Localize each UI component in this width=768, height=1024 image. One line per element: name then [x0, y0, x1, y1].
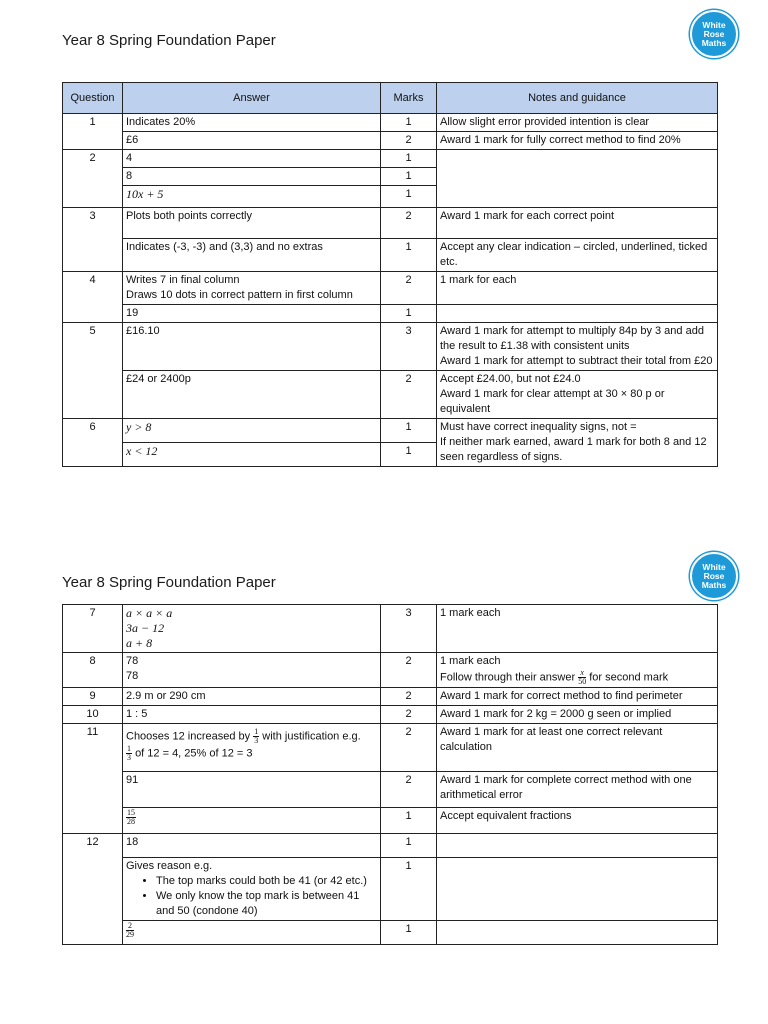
note-line: 1 mark each — [440, 655, 501, 667]
marks-cell: 1 — [381, 921, 437, 945]
notes-cell: Allow slight error provided intention is clear — [437, 114, 718, 132]
marks-cell: 2 — [381, 371, 437, 419]
notes-cell — [437, 419, 718, 467]
notes-cell: Award 1 mark for 2 kg = 2000 g seen or implied — [437, 706, 718, 724]
answer-cell: 18 — [123, 834, 381, 858]
table-row — [63, 208, 718, 239]
answer-line: 78 — [126, 655, 139, 667]
marks-cell: 2 — [381, 772, 437, 808]
marks-cell: 3 — [381, 605, 437, 653]
marks-cell: 1 — [381, 834, 437, 858]
answer-line: a + 8 — [126, 636, 153, 650]
fraction: $\frac{1}{3}$ — [127, 744, 131, 762]
table-row — [63, 114, 718, 132]
answer-line: Writes 7 in final column — [126, 274, 240, 286]
marks-cell: 1 — [381, 168, 437, 186]
note-line: Accept £24.00, but not £24.0 — [440, 373, 581, 385]
table-row — [63, 239, 718, 272]
marks-cell: 2 — [381, 272, 437, 305]
notes-cell: 1 mark each — [437, 605, 718, 653]
table-row — [63, 323, 718, 371]
question-number: 5 — [63, 323, 123, 419]
answer-cell: x < 12 — [123, 443, 381, 467]
answer-cell — [123, 921, 381, 945]
marks-cell: 2 — [381, 208, 437, 239]
page-title: Year 8 Spring Foundation Paper — [62, 32, 276, 49]
notes-cell — [437, 921, 718, 945]
header-row — [63, 83, 718, 114]
white-rose-maths-logo: White Rose Maths — [690, 552, 738, 600]
marks-cell: 1 — [381, 443, 437, 467]
answer-cell: Indicates 20% — [123, 114, 381, 132]
notes-cell: 1 mark for each — [437, 272, 718, 305]
table-row — [63, 305, 718, 323]
marks-cell: 2 — [381, 132, 437, 150]
fraction: $\frac{2}{29}$ — [126, 921, 134, 939]
note-line: Must have correct inequality signs, not = — [440, 421, 637, 433]
question-number: 11 — [63, 724, 123, 834]
table-row — [63, 150, 718, 168]
table-row — [63, 371, 718, 419]
note-line: Award 1 mark for clear attempt at 30 × 80 p or equivalent — [440, 388, 665, 415]
answer-cell: y > 8 — [123, 419, 381, 443]
reason-list — [126, 874, 377, 919]
note-line: Follow through their answer $\frac{x}{50}$ for second mark — [440, 668, 669, 686]
answer-cell — [123, 605, 381, 653]
question-number: 12 — [63, 834, 123, 945]
marks-cell: 1 — [381, 239, 437, 272]
table-row — [63, 706, 718, 724]
marks-cell: 1 — [381, 186, 437, 208]
list-item: • We only know the top mark is between 41 and 50 (condone 40) — [156, 889, 377, 919]
table-row — [63, 132, 718, 150]
answer-line: Draws 10 dots in correct pattern in first column — [126, 289, 353, 301]
answer-line: $\frac{1}{3}$ of 12 = 4, 25% of 12 = 3 — [127, 744, 253, 762]
table-row — [63, 858, 718, 921]
header-notes: Notes and guidance — [437, 83, 718, 114]
answer-cell: 1 : 5 — [123, 706, 381, 724]
answer-cell: £6 — [123, 132, 381, 150]
answer-line: a × a × a — [126, 606, 173, 620]
answer-cell: £24 or 2400p — [123, 371, 381, 419]
white-rose-maths-logo: White Rose Maths — [690, 10, 738, 58]
marks-cell: 1 — [381, 419, 437, 443]
notes-cell: Award 1 mark for complete correct method with one arithmetical error — [437, 772, 718, 808]
header-marks: Marks — [381, 83, 437, 114]
marks-cell: 1 — [381, 305, 437, 323]
answer-cell — [123, 272, 381, 305]
question-number: 3 — [63, 208, 123, 272]
marks-cell: 2 — [381, 724, 437, 772]
notes-cell — [437, 305, 718, 323]
fraction: $\frac{x}{50}$ — [578, 668, 587, 686]
marks-cell: 2 — [381, 688, 437, 706]
answer-line: 78 — [126, 670, 139, 682]
answer-cell: 2.9 m or 290 cm — [123, 688, 381, 706]
table-row — [63, 419, 718, 443]
table-row — [63, 772, 718, 808]
marks-cell: 3 — [381, 323, 437, 371]
answer-cell — [123, 808, 381, 834]
answer-line: 3a − 12 — [126, 621, 165, 635]
answer-cell — [123, 858, 381, 921]
answer-cell: 4 — [123, 150, 381, 168]
question-number: 8 — [63, 653, 123, 688]
answer-cell: £16.10 — [123, 323, 381, 371]
note-line: If neither mark earned, award 1 mark for both 8 and 12 seen regardless of signs. — [440, 436, 707, 463]
notes-cell: Award 1 mark for correct method to find perimeter — [437, 688, 718, 706]
page-title: Year 8 Spring Foundation Paper — [62, 574, 276, 591]
notes-cell — [437, 150, 718, 208]
note-line: Award 1 mark for attempt to subtract their total from £20 — [440, 355, 713, 367]
table-row — [63, 688, 718, 706]
fraction: $\frac{1}{3}$ — [254, 727, 259, 745]
question-number: 10 — [63, 706, 123, 724]
marks-cell: 1 — [381, 150, 437, 168]
answer-cell: Indicates (-3, -3) and (3,3) and no extras — [123, 239, 381, 272]
answer-cell: 91 — [123, 772, 381, 808]
notes-cell: Award 1 mark for at least one correct relevant calculation — [437, 724, 718, 772]
notes-cell — [437, 653, 718, 688]
answer-line: Chooses 12 increased by $\frac{1}{3}$ with justification e.g. — [126, 727, 361, 745]
fraction: $\frac{15}{28}$ — [127, 808, 135, 826]
question-number: 1 — [63, 114, 123, 150]
answer-cell: 19 — [123, 305, 381, 323]
answer-cell: 10x + 5 — [123, 186, 381, 208]
mark-scheme-table-2 — [62, 604, 718, 945]
list-item: • The top marks could both be 41 (or 42 etc.) — [156, 874, 377, 889]
marks-cell: 2 — [381, 706, 437, 724]
table-row — [63, 808, 718, 834]
notes-cell — [437, 858, 718, 921]
table-row — [63, 921, 718, 945]
answer-cell — [123, 653, 381, 688]
answer-line: Gives reason e.g. — [126, 860, 213, 872]
note-line: Award 1 mark for attempt to multiply 84p by 3 and add the result to £1.38 with consistent units — [440, 325, 704, 352]
header-answer: Answer — [123, 83, 381, 114]
notes-cell: Award 1 mark for each correct point — [437, 208, 718, 239]
question-number: 4 — [63, 272, 123, 323]
question-number: 6 — [63, 419, 123, 467]
answer-cell — [123, 724, 381, 772]
mark-scheme-table-1 — [62, 82, 718, 467]
question-number: 7 — [63, 605, 123, 653]
table-row — [63, 272, 718, 305]
question-number: 9 — [63, 688, 123, 706]
notes-cell: Accept equivalent fractions — [437, 808, 718, 834]
notes-cell: Accept any clear indication – circled, underlined, ticked etc. — [437, 239, 718, 272]
notes-cell — [437, 371, 718, 419]
header-question: Question — [63, 83, 123, 114]
table-row — [63, 724, 718, 772]
notes-cell: Award 1 mark for fully correct method to find 20% — [437, 132, 718, 150]
answer-cell: Plots both points correctly — [123, 208, 381, 239]
marks-cell: 2 — [381, 653, 437, 688]
notes-cell — [437, 834, 718, 858]
marks-cell: 1 — [381, 858, 437, 921]
table-row — [63, 834, 718, 858]
question-number: 2 — [63, 150, 123, 208]
table-row — [63, 605, 718, 653]
marks-cell: 1 — [381, 808, 437, 834]
table-row — [63, 653, 718, 688]
marks-cell: 1 — [381, 114, 437, 132]
answer-cell: 8 — [123, 168, 381, 186]
notes-cell — [437, 323, 718, 371]
